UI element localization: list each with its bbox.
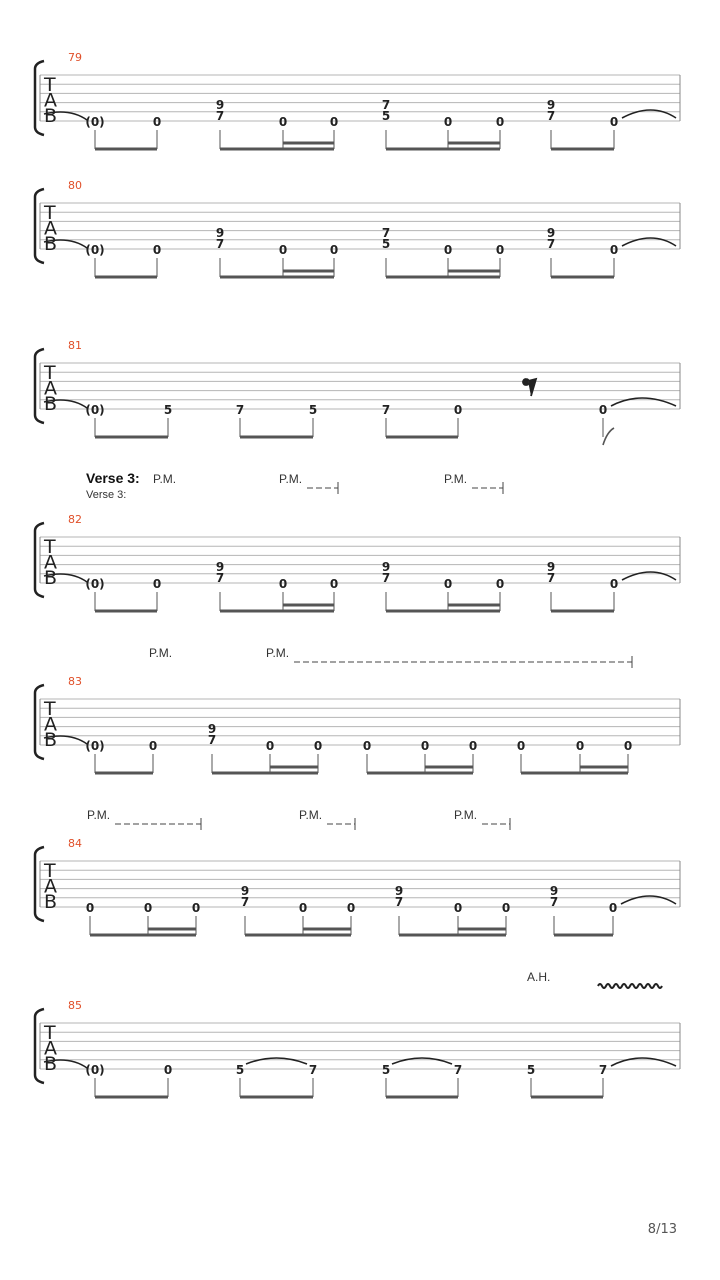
fret-number: 0	[443, 577, 453, 591]
fret-number: 0	[420, 739, 430, 753]
fret-number: 7	[215, 237, 225, 251]
fret-number: 9	[215, 560, 225, 574]
tie-arc-outgoing	[611, 1058, 676, 1066]
fret-number: 7	[215, 571, 225, 585]
technique-label: P.M.	[454, 808, 478, 822]
tab-clef-letter: T	[44, 74, 56, 96]
tie-arc-outgoing	[611, 398, 676, 406]
fret-number: 0	[443, 243, 453, 257]
fret-number: 0	[495, 115, 505, 129]
tab-clef-letter: B	[44, 729, 58, 751]
fret-number: (0)	[85, 577, 105, 591]
eighth-rest	[523, 379, 536, 396]
fret-number: 7	[381, 403, 391, 417]
measure-number: 79	[68, 51, 82, 64]
tab-clef-letter: A	[44, 551, 57, 574]
fret-number: 0	[278, 577, 288, 591]
fret-number: 0	[163, 1063, 173, 1077]
tab-clef-letter: A	[44, 713, 57, 736]
measure-82	[35, 470, 680, 611]
measure-number: 81	[68, 339, 82, 352]
fret-number: 7	[549, 895, 559, 909]
tab-clef-letter: T	[44, 536, 56, 558]
fret-number: 0	[191, 901, 201, 915]
fret-number: 5	[526, 1063, 536, 1077]
fret-number: 0	[143, 901, 153, 915]
fret-number: 7	[546, 571, 556, 585]
section-subtitle: Verse 3:	[86, 489, 127, 501]
section-title: Verse 3:	[86, 470, 140, 486]
fret-number: 9	[546, 98, 556, 112]
measure-81	[35, 339, 680, 445]
fret-number: 0	[468, 739, 478, 753]
fret-number: 7	[546, 237, 556, 251]
measure-number: 83	[68, 675, 82, 688]
fret-number: (0)	[85, 1063, 105, 1077]
fret-number: 0	[313, 739, 323, 753]
fret-number: 0	[501, 901, 511, 915]
fret-number: 0	[495, 243, 505, 257]
fret-number: 7	[381, 98, 391, 112]
tab-clef-letter: B	[44, 105, 58, 127]
fret-number: 5	[381, 1063, 391, 1077]
fret-number: 0	[609, 577, 619, 591]
tab-clef-letter: B	[44, 233, 58, 255]
tab-clef-letter: T	[44, 1022, 56, 1044]
fret-number: 5	[235, 1063, 245, 1077]
tab-clef-letter: T	[44, 362, 56, 384]
technique-label: A.H.	[527, 970, 551, 984]
fret-number: 7	[235, 403, 245, 417]
fret-number: 7	[207, 733, 217, 747]
fret-number: 0	[362, 739, 372, 753]
fret-number: 7	[394, 895, 404, 909]
fret-number: 9	[546, 226, 556, 240]
fret-number: 9	[549, 884, 559, 898]
vibrato-line	[598, 984, 662, 988]
fret-number: 5	[381, 237, 391, 251]
note-flag	[603, 428, 614, 445]
fret-number: 0	[265, 739, 275, 753]
fret-number: 0	[148, 739, 158, 753]
fret-number: 0	[329, 115, 339, 129]
tab-clef-letter: T	[44, 202, 56, 224]
fret-number: 7	[381, 226, 391, 240]
measure-number: 85	[68, 999, 82, 1012]
fret-number: 5	[381, 109, 391, 123]
page-number: 8/13	[647, 1222, 677, 1237]
fret-number: 7	[453, 1063, 463, 1077]
fret-number: 0	[495, 577, 505, 591]
fret-number: 0	[453, 403, 463, 417]
tab-clef-letter: A	[44, 217, 57, 240]
fret-number: 9	[215, 98, 225, 112]
measure-79	[35, 51, 680, 149]
fret-number: 7	[215, 109, 225, 123]
fret-number: 0	[609, 243, 619, 257]
fret-number: 0	[609, 115, 619, 129]
fret-number: 9	[207, 722, 217, 736]
tab-clef-letter: B	[44, 1053, 58, 1075]
fret-number: 9	[215, 226, 225, 240]
fret-number: 0	[298, 901, 308, 915]
technique-label: P.M.	[87, 808, 111, 822]
measure-number: 84	[68, 837, 82, 850]
fret-number: (0)	[85, 739, 105, 753]
fret-number: 7	[308, 1063, 318, 1077]
tab-clef-letter: T	[44, 860, 56, 882]
fret-number: 0	[278, 243, 288, 257]
fret-number: (0)	[85, 243, 105, 257]
fret-number: 9	[546, 560, 556, 574]
fret-number: 0	[152, 115, 162, 129]
measure-number: 80	[68, 179, 82, 192]
technique-label: P.M.	[149, 646, 173, 660]
fret-number: 0	[443, 115, 453, 129]
fret-number: 0	[346, 901, 356, 915]
fret-number: 0	[608, 901, 618, 915]
tie-arc	[246, 1058, 307, 1064]
tie-arc-outgoing	[622, 572, 676, 580]
fret-number: 0	[152, 577, 162, 591]
fret-number: (0)	[85, 403, 105, 417]
fret-number: 7	[381, 571, 391, 585]
measure-85	[35, 970, 680, 1097]
measure-84	[35, 808, 680, 935]
measure-83	[35, 646, 680, 773]
tab-clef-letter: B	[44, 567, 58, 589]
technique-label: P.M.	[266, 646, 290, 660]
technique-label: P.M.	[299, 808, 323, 822]
fret-number: 0	[278, 115, 288, 129]
fret-number: 9	[381, 560, 391, 574]
technique-label: P.M.	[153, 472, 177, 486]
tab-clef-letter: A	[44, 89, 57, 112]
fret-number: 9	[394, 884, 404, 898]
fret-number: 0	[152, 243, 162, 257]
technique-label: P.M.	[444, 472, 468, 486]
fret-number: 7	[546, 109, 556, 123]
fret-number: 0	[575, 739, 585, 753]
tab-clef-letter: A	[44, 377, 57, 400]
tab-clef-letter: B	[44, 891, 58, 913]
fret-number: 0	[85, 901, 95, 915]
fret-number: 9	[240, 884, 250, 898]
fret-number: 5	[308, 403, 318, 417]
tab-clef-letter: A	[44, 1037, 57, 1060]
fret-number: 0	[516, 739, 526, 753]
measure-number: 82	[68, 513, 82, 526]
tie-arc-outgoing	[621, 896, 676, 904]
fret-number: 0	[329, 577, 339, 591]
measure-80	[35, 179, 680, 277]
fret-number: 7	[240, 895, 250, 909]
tie-arc-outgoing	[622, 110, 676, 118]
tab-clef-letter: A	[44, 875, 57, 898]
tie-arc-outgoing	[622, 238, 676, 246]
fret-number: 0	[598, 403, 608, 417]
fret-number: 7	[598, 1063, 608, 1077]
tab-clef-letter: B	[44, 393, 58, 415]
fret-number: 0	[623, 739, 633, 753]
tie-arc	[392, 1058, 452, 1064]
fret-number: (0)	[85, 115, 105, 129]
fret-number: 0	[453, 901, 463, 915]
technique-label: P.M.	[279, 472, 303, 486]
tab-clef-letter: T	[44, 698, 56, 720]
fret-number: 5	[163, 403, 173, 417]
fret-number: 0	[329, 243, 339, 257]
